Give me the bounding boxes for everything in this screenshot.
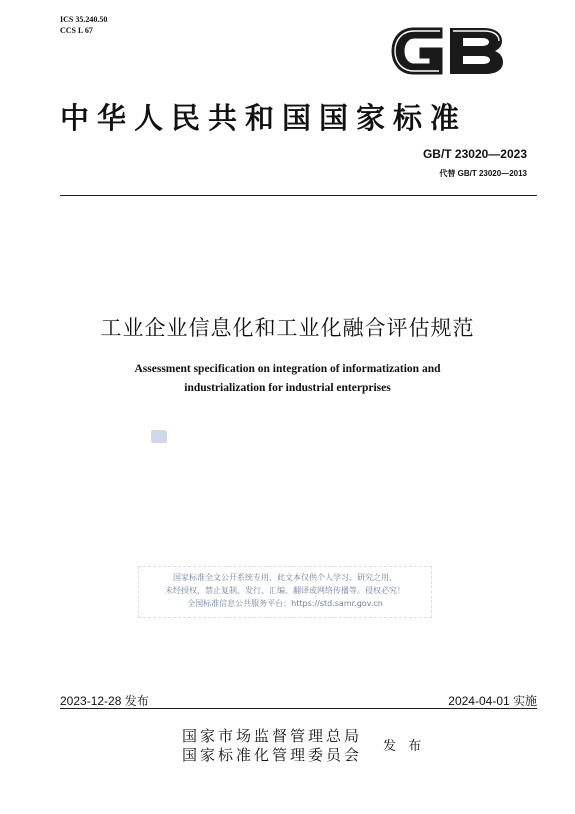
ccs-code: CCS L 67 <box>60 26 93 35</box>
authority-line2: 国家标准化管理委员会 <box>182 746 363 764</box>
top-divider <box>60 195 537 196</box>
publish-action: 发 布 <box>383 739 426 754</box>
title-chinese: 工业企业信息化和工业化融合评估规范 <box>100 316 475 340</box>
ics-code: ICS 35.240.50 <box>60 15 108 24</box>
bottom-divider <box>60 708 537 709</box>
effective-date: 2024-04-01 实施 <box>448 694 537 708</box>
publish-date: 2023-12-28 发布 <box>60 694 149 708</box>
notice-line2: 未经授权，禁止复制、发行、汇编、翻译或网络传播等。侵权必究！ <box>165 586 405 595</box>
gb-logo <box>386 20 508 82</box>
title-english-line2: industrialization for industrial enterprises <box>184 382 391 394</box>
issuing-authorities <box>182 727 362 765</box>
title-english-line1: Assessment specification on integration of informatization and <box>134 363 441 375</box>
classification-codes <box>60 14 107 36</box>
watermark-stamp-icon <box>151 430 167 443</box>
authority-line1: 国家市场监督管理总局 <box>182 727 363 745</box>
standard-number: GB/T 23020—2023 <box>422 147 527 161</box>
issuing-country-title: 中华人民共和国国家标准 <box>60 101 468 135</box>
notice-line3: 全国标准信息公共服务平台：https://std.samr.gov.cn <box>187 599 383 608</box>
replaced-standard: 代替 GB/T 23020—2013 <box>439 169 527 178</box>
title-english <box>80 360 495 398</box>
watermark-notice <box>138 566 432 618</box>
notice-line1: 国家标准全文公开系统专用，此文本仅供个人学习、研究之用， <box>173 573 397 582</box>
gb-logo-text: GB <box>386 20 388 21</box>
